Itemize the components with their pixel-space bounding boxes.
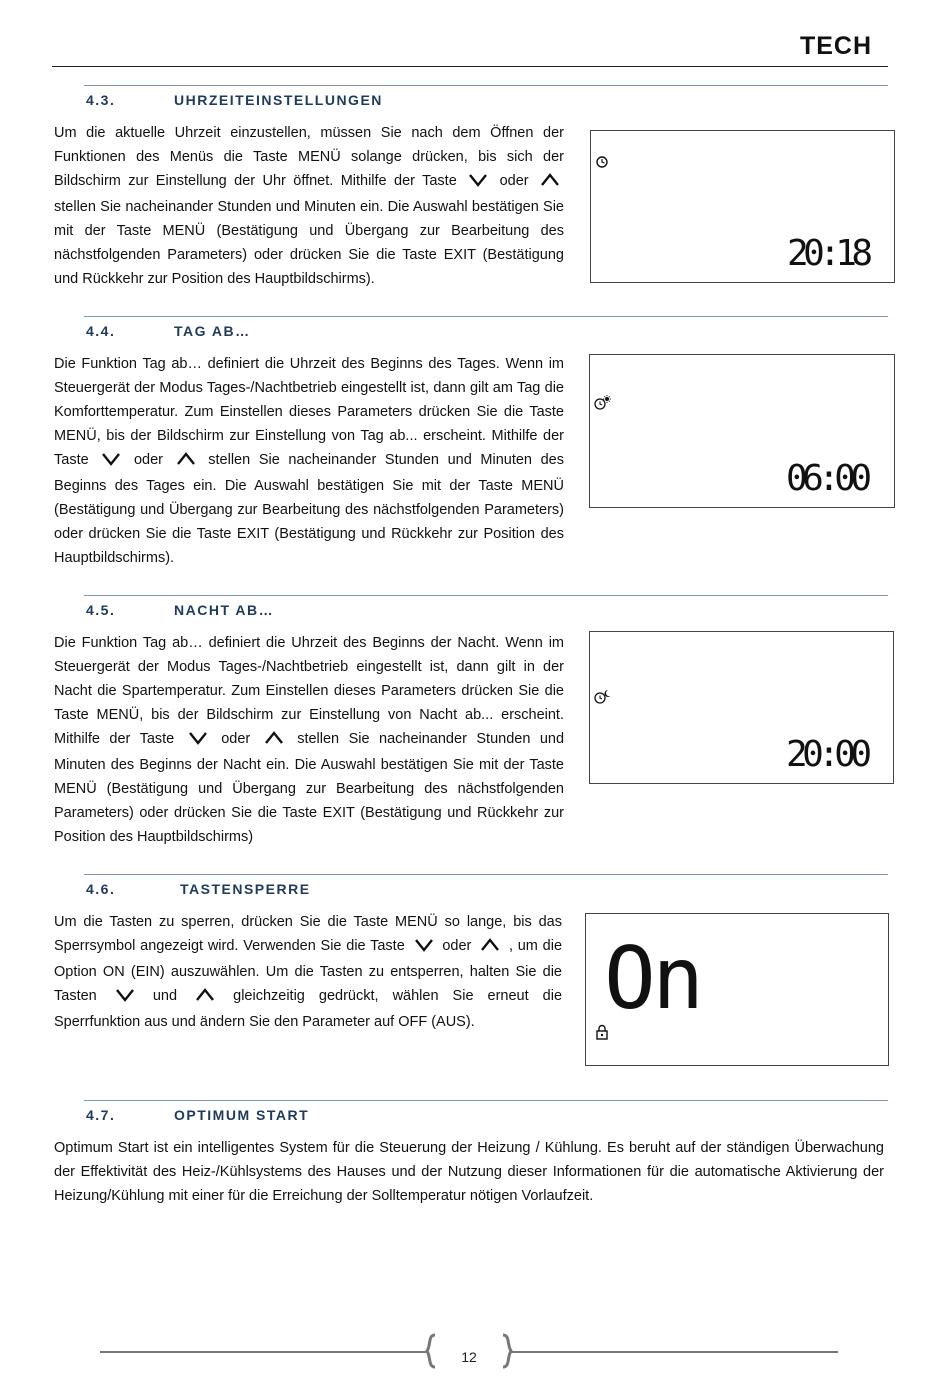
brand-text: TECH (799, 33, 873, 57)
down-arrow-icon (115, 986, 135, 1010)
lcd-value (787, 235, 877, 269)
section-paragraph: Die Funktion Tag ab… definiert die Uhrzeit des Beginns des Tages. Wenn im Steuergerät der Modus Tages-/Nachtbetrieb eingestellt ist, dann gilt am Tag die Komforttemperatur. Zum Einstellen dieses Parameters drücken Sie die Taste MENÜ, bis der Bildschirm zur Einstellung von Tag ab... erscheint. Mithilfe der Taste oder stellen Sie nacheinander Stunden und Minuten des Beginns des Tages ein. Die Auswahl bestätigen Sie mit der Taste MENÜ (Bestätigung und Übergang zur Bearbeitung des nächstfolgenden Parameters) oder drücken Sie die Taste EXIT (Bestätigung und Rückkehr zur Position des Hauptbildschirms). (54, 356, 565, 566)
header-rule (52, 66, 888, 67)
lcd-display-clock (590, 130, 895, 283)
lcd-display-day (589, 354, 895, 508)
section-title: TAG AB… (174, 323, 251, 339)
clock-sun-icon (594, 395, 612, 411)
section-title: TASTENSPERRE (180, 881, 311, 897)
section-title: NACHT AB… (174, 602, 275, 618)
svg-text:20:00: 20:00 (786, 736, 872, 770)
left-bracket-icon (424, 1333, 438, 1369)
down-arrow-icon (188, 729, 208, 753)
section-rule (84, 316, 888, 317)
lcd-display-lock (585, 913, 889, 1066)
lcd-value (604, 936, 714, 1016)
section-rule (84, 85, 888, 86)
lcd-value (786, 736, 876, 770)
lcd-value (786, 460, 876, 494)
section-rule (84, 874, 888, 875)
up-arrow-icon (195, 986, 215, 1010)
down-arrow-icon (468, 171, 488, 195)
clock-moon-icon (594, 689, 612, 705)
svg-text:06:00: 06:00 (786, 460, 872, 494)
tech-logo (786, 33, 886, 57)
down-arrow-icon (101, 450, 121, 474)
section-paragraph: Optimum Start ist ein intelligentes System für die Steuerung der Heizung / Kühlung. Es beruht auf der ständigen Überwachung der Effektivität des Heiz-/Kühlsystems des Hauses und der Nutzung dieser Informationen für die automatische Aktivierung der Heizung/Kühlung mit einer für die Erreichung der Solltemperatur nötigen Vorlaufzeit. (54, 1140, 884, 1204)
up-arrow-icon (264, 729, 284, 753)
up-arrow-icon (176, 450, 196, 474)
section-paragraph: Um die Tasten zu sperren, drücken Sie die Taste MENÜ so lange, bis das Sperrsymbol angezeigt wird. Verwenden Sie die Taste oder , um die Option ON (EIN) auszuwählen. Um die Tasten zu entsperren, halten Sie die Tasten und gleichzeitig gedrückt, wählen Sie erneut die Sperrfunktion aus und ändern Sie den Parameter auf OFF (AUS). (54, 914, 563, 1030)
section-number: 4.5. (86, 602, 116, 618)
lcd-display-night (589, 631, 894, 784)
up-arrow-icon (540, 171, 560, 195)
up-arrow-icon (480, 936, 500, 960)
section-number: 4.6. (86, 881, 116, 897)
svg-text:20:18: 20:18 (787, 235, 873, 269)
section-paragraph: Die Funktion Tag ab… definiert die Uhrzeit des Beginns der Nacht. Wenn im Steuergerät der Modus Tages-/Nachtbetrieb eingestellt ist, dann gilt in der Nacht die Spartemperatur. Zum Einstellen dieses Parameters drücken Sie die Taste MENÜ, bis der Bildschirm zur Einstellung von Nacht ab... erscheint. Mithilfe der Taste oder stellen Sie nacheinander Stunden und Minuten des Beginns der Nacht ein. Die Auswahl bestätigen Sie mit der Taste MENÜ (Bestätigung und Übergang zur Bearbeitung des nächstfolgenden Parameters) oder drücken Sie die Taste EXIT (Bestätigung und Rückkehr zur Position des Hauptbildschirms) (54, 635, 565, 845)
section-rule (84, 1100, 888, 1101)
section-paragraph: Um die aktuelle Uhrzeit einzustellen, müssen Sie nach dem Öffnen der Funktionen des Menüs die Taste MENÜ solange drücken, bis sich der Bildschirm zur Einstellung der Uhr öffnet. Mithilfe der Taste oder stellen Sie nacheinander Stunden und Minuten ein. Die Auswahl bestätigen Sie mit der Taste MENÜ (Bestätigung und Übergang zur Bearbeitung des nächstfolgenden Parameters) oder drücken Sie die Taste EXIT (Bestätigung und Rückkehr zur Position des Hauptbildschirms). (54, 125, 564, 287)
section-number: 4.4. (86, 323, 116, 339)
down-arrow-icon (414, 936, 434, 960)
section-rule (84, 595, 888, 596)
section-number: 4.3. (86, 92, 116, 108)
svg-text:On: On (604, 936, 704, 1016)
footer-rule-right (510, 1351, 838, 1353)
section-title: UHRZEITEINSTELLUNGEN (174, 92, 383, 108)
footer-rule-left (100, 1351, 428, 1353)
section-title: OPTIMUM START (174, 1107, 310, 1123)
right-bracket-icon (500, 1333, 514, 1369)
clock-icon (595, 155, 609, 169)
page-number: 12 (461, 1349, 477, 1365)
lock-icon (595, 1024, 609, 1040)
section-number: 4.7. (86, 1107, 116, 1123)
